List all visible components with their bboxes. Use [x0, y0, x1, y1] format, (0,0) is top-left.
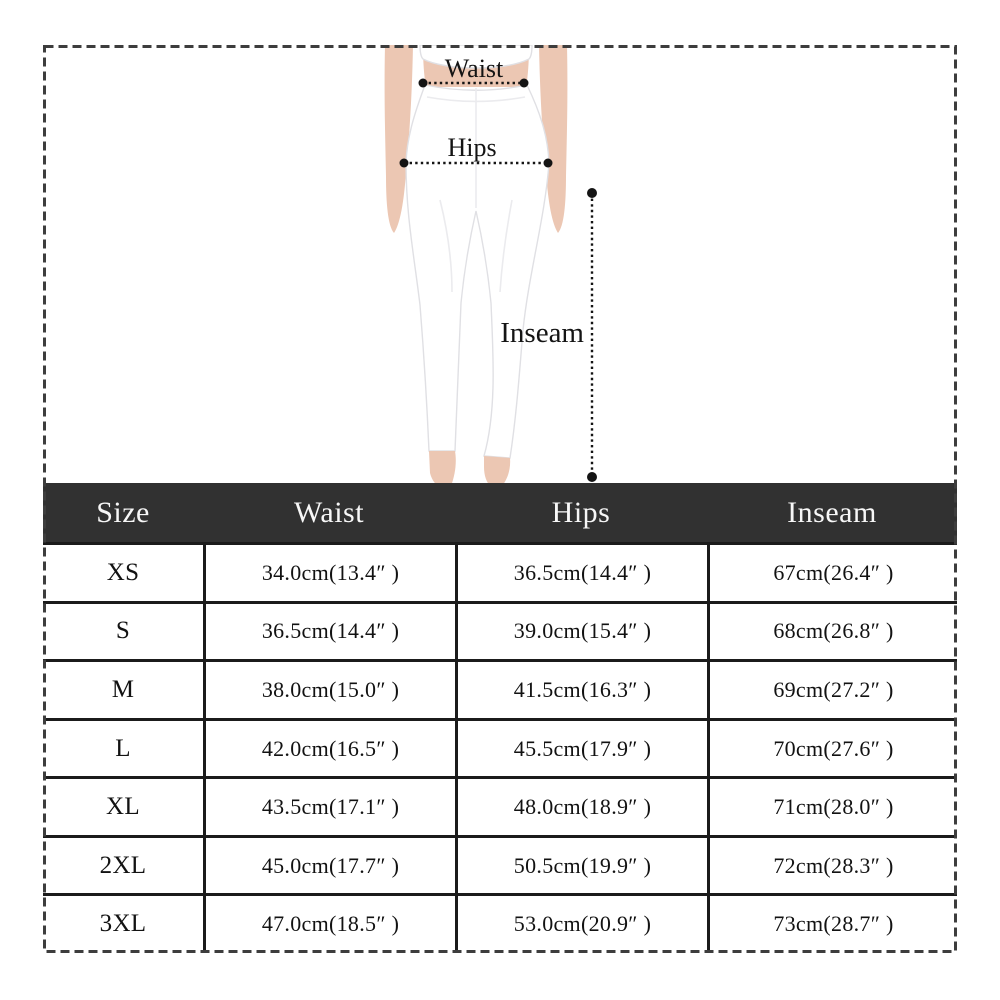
inseam-dot-top [587, 188, 597, 198]
cell-inseam: 67cm(26.4″ ) [707, 545, 957, 601]
model-illustration [385, 45, 568, 487]
cell-hips: 39.0cm(15.4″ ) [455, 604, 707, 660]
inseam-dot-bottom [587, 472, 597, 482]
cell-waist: 45.0cm(17.7″ ) [203, 838, 455, 894]
size-chart-table [43, 483, 957, 952]
cell-size: XL [106, 793, 140, 821]
waist-label: Waist [444, 54, 504, 83]
cell-size: XS [106, 558, 140, 586]
table-row [43, 776, 957, 835]
table-row [43, 893, 957, 952]
cell-hips: 53.0cm(20.9″ ) [455, 896, 707, 952]
left-foot [429, 451, 456, 487]
table-row [43, 835, 957, 894]
hips-dot-left [400, 159, 409, 168]
cell-hips: 41.5cm(16.3″ ) [455, 662, 707, 718]
cell-hips: 36.5cm(14.4″ ) [455, 545, 707, 601]
hips-label: Hips [447, 133, 497, 162]
cell-size: 3XL [99, 910, 147, 938]
cell-inseam: 68cm(26.8″ ) [707, 604, 957, 660]
cell-waist: 47.0cm(18.5″ ) [203, 896, 455, 952]
cell-waist: 43.5cm(17.1″ ) [203, 779, 455, 835]
table-row [43, 542, 957, 601]
cell-size: M [111, 675, 135, 703]
inseam-label: Inseam [500, 317, 584, 349]
waist-dot-left [419, 79, 428, 88]
model-photo [330, 45, 670, 487]
cell-hips: 50.5cm(19.9″ ) [455, 838, 707, 894]
header-size: Size [96, 495, 150, 529]
cell-hips: 45.5cm(17.9″ ) [455, 721, 707, 777]
size-chart-body [43, 542, 957, 952]
size-chart-header [43, 483, 957, 542]
cell-inseam: 72cm(28.3″ ) [707, 838, 957, 894]
table-row [43, 718, 957, 777]
cell-waist: 34.0cm(13.4″ ) [203, 545, 455, 601]
cell-waist: 38.0cm(15.0″ ) [203, 662, 455, 718]
hips-dot-right [544, 159, 553, 168]
table-row [43, 659, 957, 718]
cell-size: 2XL [99, 851, 147, 879]
cell-size: S [115, 617, 131, 645]
cell-inseam: 69cm(27.2″ ) [707, 662, 957, 718]
table-row [43, 601, 957, 660]
header-hips: Hips [551, 495, 611, 529]
cell-size: L [115, 734, 131, 762]
header-inseam: Inseam [787, 495, 877, 529]
cell-inseam: 71cm(28.0″ ) [707, 779, 957, 835]
cell-waist: 36.5cm(14.4″ ) [203, 604, 455, 660]
cell-waist: 42.0cm(16.5″ ) [203, 721, 455, 777]
cell-inseam: 73cm(28.7″ ) [707, 896, 957, 952]
cell-hips: 48.0cm(18.9″ ) [455, 779, 707, 835]
waist-dot-right [520, 79, 529, 88]
cell-inseam: 70cm(27.6″ ) [707, 721, 957, 777]
header-waist: Waist [293, 495, 365, 529]
